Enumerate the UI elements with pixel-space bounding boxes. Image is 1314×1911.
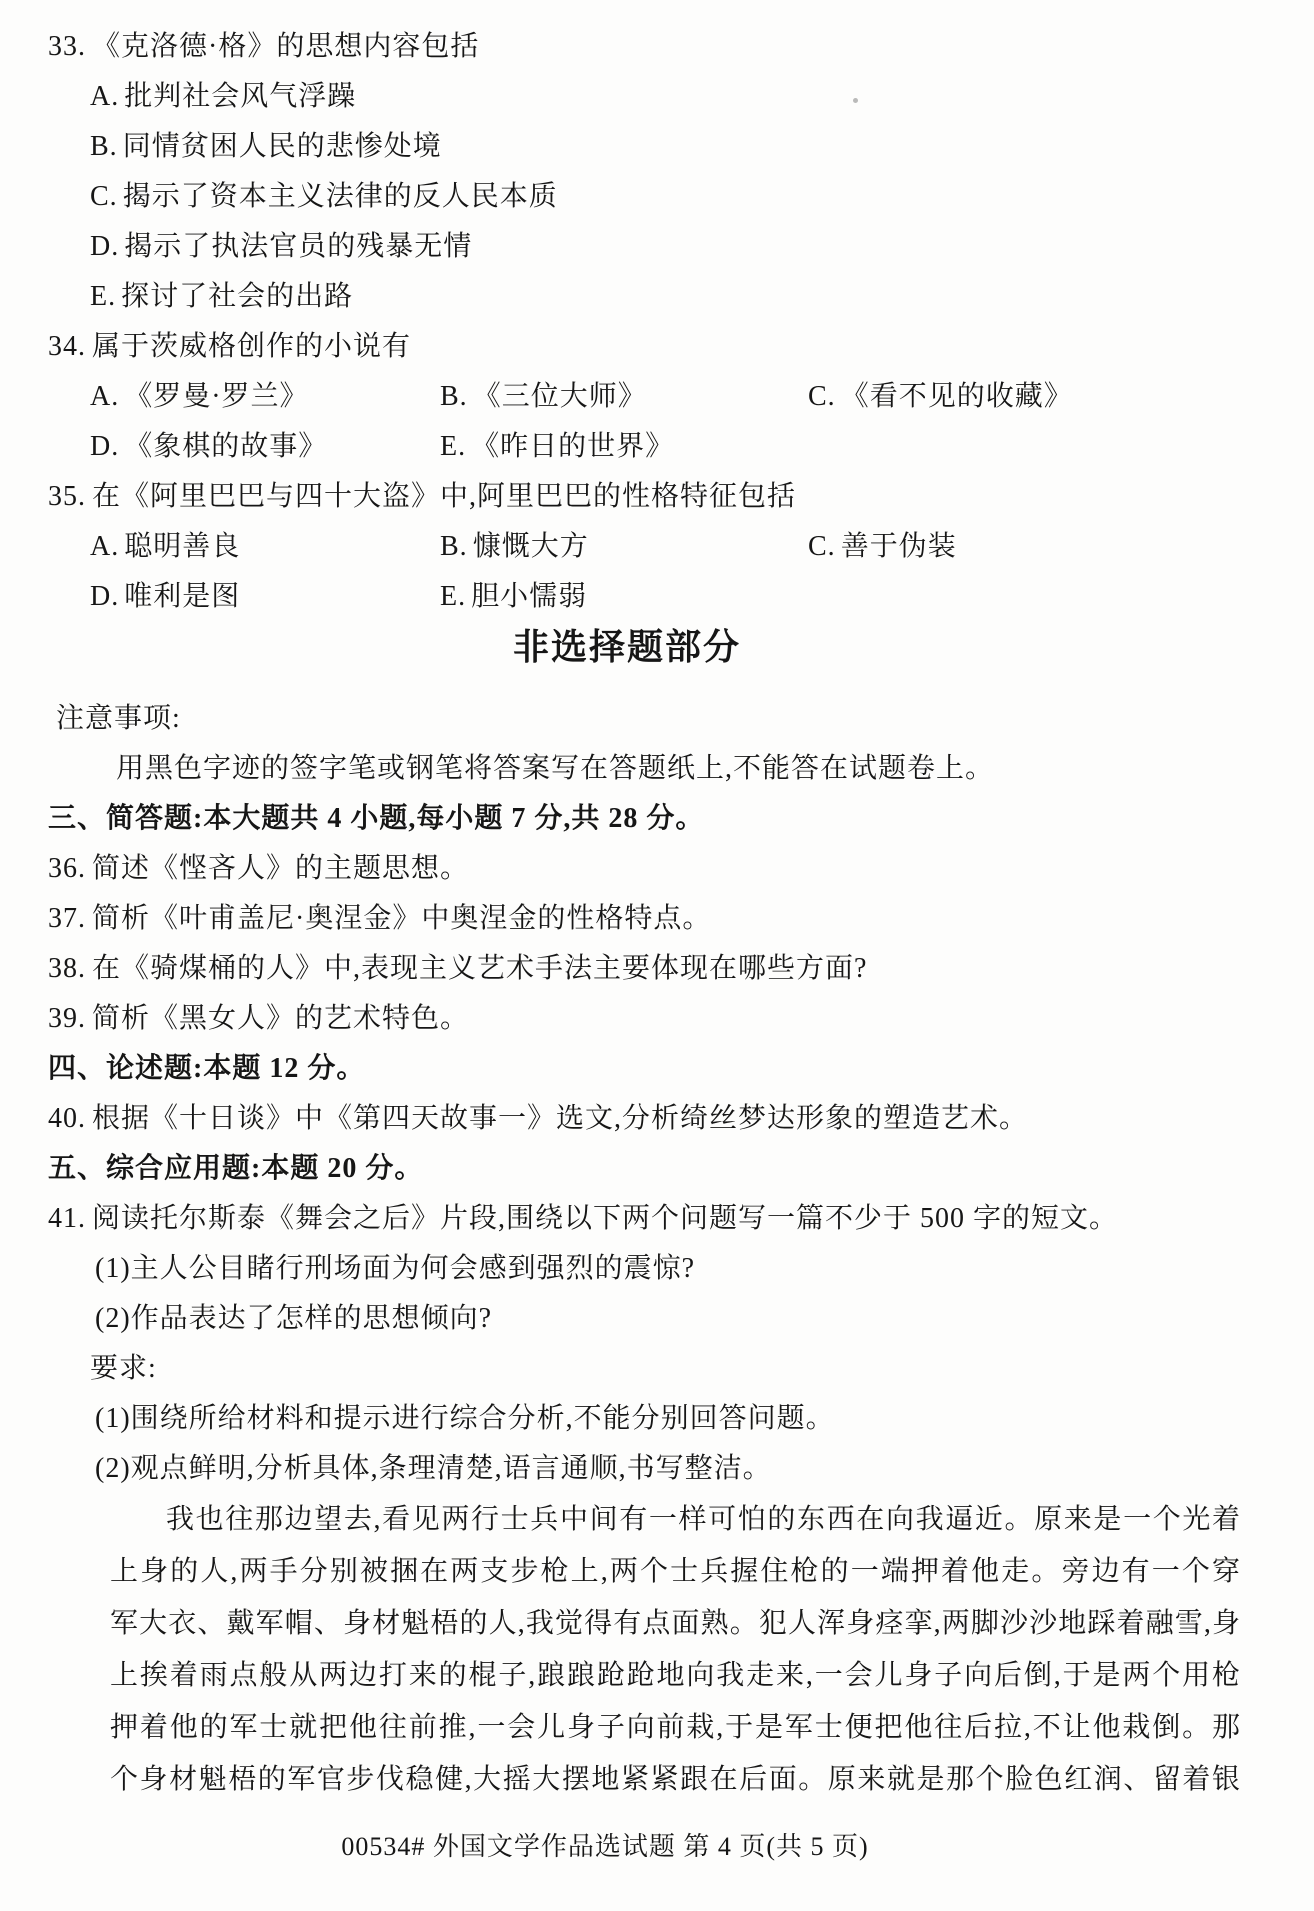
option-line [0,72,1314,122]
scan-artifact-dot [853,98,858,103]
option-text: 《昨日的世界》 [471,431,675,462]
option-text: 善于伪装 [840,531,957,562]
option-text: 慷慨大方 [472,531,589,562]
option-text: 《罗曼·罗兰》 [124,381,309,412]
question-text: 《克洛德·格》的思想内容包括 [92,31,480,62]
option-line [0,172,1314,222]
option-text: 聪明善良 [124,531,241,562]
part3-header: 三、简答题:本大题共 4 小题,每小题 7 分,共 28 分。 [48,803,705,834]
option-label: D. [90,581,120,612]
question-text: 简析《叶甫盖尼·奥涅金》中奥涅金的性格特点。 [92,903,712,934]
option-text: 同情贫困人民的悲惨处境 [122,131,442,162]
option-line [0,272,1314,322]
question-number: 38. [48,953,86,984]
notice-heading: 注意事项: [56,703,181,734]
option-line [440,422,808,472]
option-line [808,572,1314,622]
question-33-stem [0,22,1314,72]
option-label: A. [90,531,120,562]
question-number: 35. [48,481,86,512]
question-number: 34. [48,331,86,362]
option-label: E. [90,281,117,312]
option-text: 《看不见的收藏》 [840,381,1073,412]
option-text: 探讨了社会的出路 [121,281,354,312]
passage-line: 上挨着雨点般从两边打来的棍子,踉踉跄跄地向我走来,一会儿身子向后倒,于是两个用枪 [110,1660,1240,1691]
option-label: E. [440,581,467,612]
question-number: 41. [48,1203,86,1234]
part4-header: 四、论述题:本题 12 分。 [48,1053,366,1084]
option-row [0,572,1314,622]
option-line [808,372,1314,422]
option-text: 批判社会风气浮躁 [124,81,357,112]
question-number: 37. [48,903,86,934]
option-label: B. [90,131,118,162]
question-39 [0,994,1314,1044]
question-number: 39. [48,1003,86,1034]
sub-question: (2)作品表达了怎样的思想倾向? [95,1303,493,1334]
option-line [440,522,808,572]
option-line [440,372,808,422]
option-text: 揭示了执法官员的残暴无情 [124,231,473,262]
question-text: 在《骑煤桶的人》中,表现主义艺术手法主要体现在哪些方面? [92,953,868,984]
passage-line: 押着他的军士就把他往前推,一会儿身子向前栽,于是军士便把他往后拉,不让他栽倒。那 [110,1712,1240,1743]
option-line [90,372,440,422]
question-text: 简析《黑女人》的艺术特色。 [92,1003,470,1034]
option-label: D. [90,431,120,462]
option-row [0,372,1314,422]
option-text: 胆小懦弱 [471,581,588,612]
question-text: 简述《悭吝人》的主题思想。 [92,853,470,884]
option-label: B. [440,531,468,562]
question-text: 在《阿里巴巴与四十大盗》中,阿里巴巴的性格特征包括 [92,481,797,512]
option-line [440,572,808,622]
option-line [90,572,440,622]
requirement-item: (1)围绕所给材料和提示进行综合分析,不能分别回答问题。 [95,1403,835,1434]
option-line [90,422,440,472]
question-41 [0,1194,1314,1244]
option-row [0,522,1314,572]
question-40 [0,1094,1314,1144]
passage [110,1494,1240,1806]
passage-line: 上身的人,两手分别被捆在两支步枪上,两个士兵握住枪的一端押着他走。旁边有一个穿 [110,1556,1240,1587]
notice-body: 用黑色字迹的签字笔或钢笔将答案写在答题纸上,不能答在试题卷上。 [116,753,995,784]
question-35-stem [0,472,1314,522]
question-text: 属于茨威格创作的小说有 [92,331,412,362]
option-label: C. [90,181,118,212]
option-label: B. [440,381,468,412]
question-text: 根据《十日谈》中《第四天故事一》选文,分析绮丝梦达形象的塑造艺术。 [92,1103,1029,1134]
part5-header: 五、综合应用题:本题 20 分。 [48,1153,424,1184]
option-row [0,422,1314,472]
section-title: 非选择题部分 [512,627,741,667]
option-line [808,522,1314,572]
option-text: 唯利是图 [124,581,241,612]
option-text: 《象棋的故事》 [124,431,328,462]
question-text: 阅读托尔斯泰《舞会之后》片段,围绕以下两个问题写一篇不少于 500 字的短文。 [92,1203,1119,1234]
question-34-stem [0,322,1314,372]
page-footer: 00534# 外国文学作品选试题 第 4 页(共 5 页) [341,1832,869,1861]
passage-line: 军大衣、戴军帽、身材魁梧的人,我觉得有点面熟。犯人浑身痉挛,两脚沙沙地踩着融雪,身 [110,1608,1240,1639]
option-label: D. [90,231,120,262]
passage-line: 个身材魁梧的军官步伐稳健,大摇大摆地紧紧跟在后面。原来就是那个脸色红润、留着银 [110,1764,1240,1795]
passage-line: 我也往那边望去,看见两行士兵中间有一样可怕的东西在向我逼近。原来是一个光着 [166,1504,1240,1535]
option-line [0,122,1314,172]
requirement-item: (2)观点鲜明,分析具体,条理清楚,语言通顺,书写整洁。 [95,1453,772,1484]
option-line [808,422,1314,472]
question-37 [0,894,1314,944]
option-line [90,522,440,572]
option-text: 揭示了资本主义法律的反人民本质 [122,181,558,212]
question-number: 40. [48,1103,86,1134]
question-36 [0,844,1314,894]
question-38 [0,944,1314,994]
question-number: 33. [48,31,86,62]
option-text: 《三位大师》 [472,381,647,412]
sub-question: (1)主人公目睹行刑场面为何会感到强烈的震惊? [95,1253,696,1284]
option-label: A. [90,81,120,112]
option-label: E. [440,431,467,462]
option-label: C. [808,531,836,562]
option-label: C. [808,381,836,412]
option-label: A. [90,381,120,412]
requirements-heading: 要求: [90,1353,157,1384]
option-line [0,222,1314,272]
question-number: 36. [48,853,86,884]
